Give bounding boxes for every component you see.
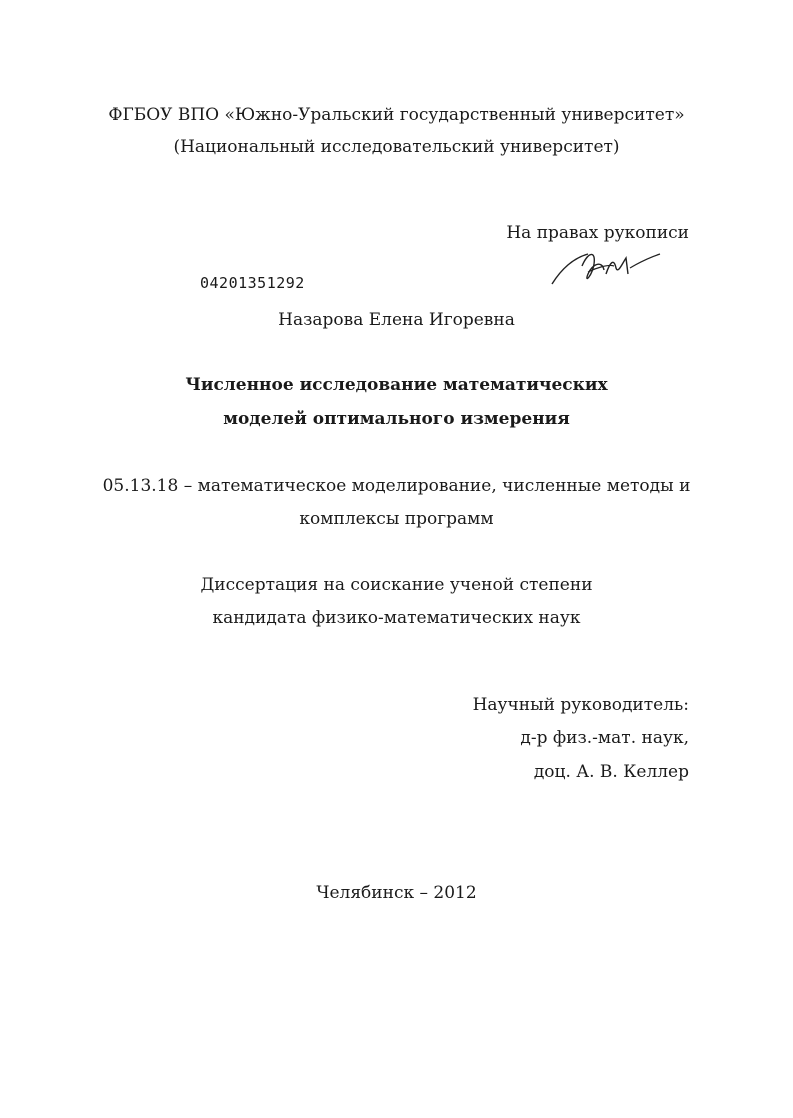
supervisor-name: доц. А. В. Келлер (533, 762, 689, 782)
signature-icon (548, 244, 664, 292)
title-line-1: Численное исследование математических (185, 375, 608, 395)
degree-line-1: Диссертация на соискание ученой степени (200, 575, 593, 595)
author-name: Назарова Елена Игоревна (278, 310, 515, 330)
rights-note: На правах рукописи (506, 223, 689, 243)
supervisor-label: Научный руководитель: (472, 695, 689, 715)
supervisor-degree: д-р физ.-мат. наук, (520, 728, 689, 748)
city-year: Челябинск – 2012 (316, 883, 477, 903)
specialty-line-1: 05.13.18 – математическое моделирование, численные методы и (102, 476, 691, 496)
specialty-line-2: комплексы программ (299, 509, 494, 529)
degree-line-2: кандидата физико-математических наук (212, 608, 581, 628)
title-line-2: моделей оптимального измерения (223, 409, 570, 429)
archive-number: 04201351292 (200, 274, 305, 292)
university-status: (Национальный исследовательский университет) (173, 137, 620, 157)
university-name: ФГБОУ ВПО «Южно-Уральский государственный университет» (108, 105, 685, 125)
